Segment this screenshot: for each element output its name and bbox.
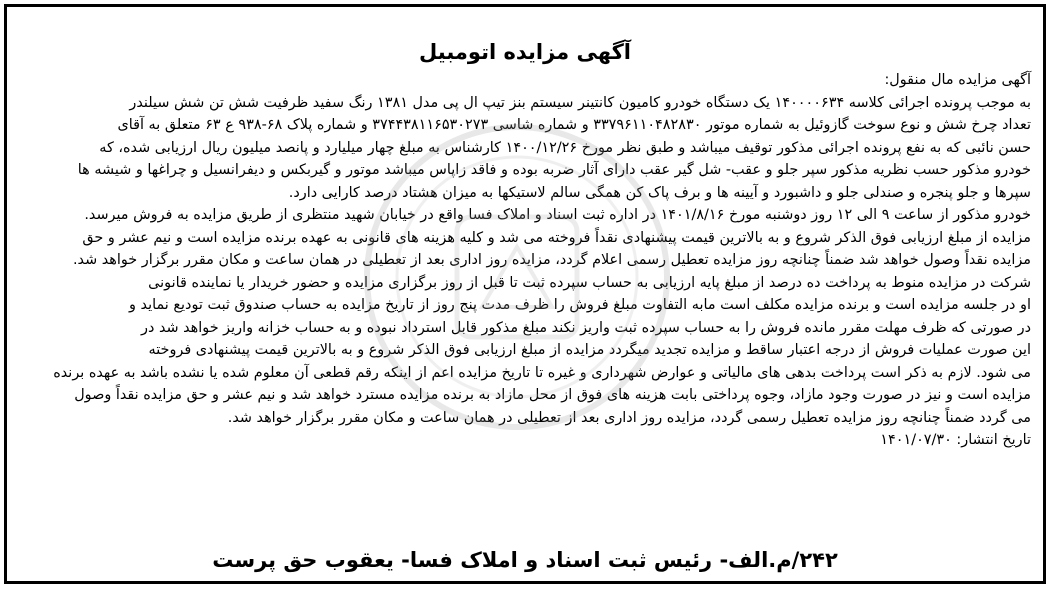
body-line: به موجب پرونده اجرائی کلاسه ۱۴۰۰۰۰۶۳۴ یک دستگاه خودرو کامیون کانتینر سیستم بنز تیپ ال پی مدل ۱۳۸۱ رنگ سفید ظرفیت شش تن شش سیلندر xyxy=(129,94,1031,111)
body-line: می گردد ضمناً چنانچه روز مزایده تعطیل رسمی گردد، مزایده روز اداری بعد از تعطیلی در همان ساعت و مکان مقرر برگزار خواهد شد. xyxy=(227,409,1031,426)
body-line: این صورت عملیات فروش از درجه اعتبار ساقط و مزایده تجدید میگردد مزایده از مبلغ ارزیابی فوق الذکر شروع و به بالاترین قیمت پیشنهادی فروخته xyxy=(148,342,1031,358)
body-line: مزایده نقداً وصول خواهد شد ضمناً چنانچه روز مزایده تعطیل رسمی اعلام گردد، مزایده روز اداری بعد از تعطیلی در همان ساعت و مکان مقرر برگزار خواهد شد. xyxy=(72,252,1031,268)
notice-title: آگهی مزایده اتومبیل xyxy=(419,40,631,64)
body-line: تعداد چرخ شش و نوع سوخت گازوئیل به شماره موتور ۳۳۷۹۶۱۱۰۴۸۲۸۳۰ و شماره شاسی ۳۷۴۴۳۸۱۱۶۵۳۰۲۷۳ و شماره پلاک ۶۸-۹۳۸ ع ۶۳ متعلق به آقای xyxy=(117,117,1031,133)
body-line: مزایده است و نیز در صورت وجود مازاد، وجوه پرداختی بابت هزینه های فوق از محل مازاد به برنده مزایده مسترد خواهد شد و نیم عشر و حق مزایده نقداً وصول xyxy=(74,387,1031,403)
body-line: خودرو مذکور از ساعت ۹ الی ۱۲ روز دوشنبه مورخ ۱۴۰۱/۸/۱۶ در اداره ثبت اسناد و املاک فسا واقع در خیابان شهید منتظری از طریق مزایده به فروش میرسد. xyxy=(84,207,1031,223)
body-line: شرکت در مزایده منوط به پرداخت ده درصد از مبلغ پایه ارزیابی به حساب سپرده ثبت تا قبل از روز برگزاری مزایده و حضور خریدار یا نماینده قانونی xyxy=(148,274,1031,291)
body-line: می شود. لازم به ذکر است پرداخت بدهی های مالیاتی و عوارض شهرداری و غیره تا تاریخ مزایده اعم از اینکه رقم قطعی آن معلوم شده یا نشده باشد به عهده برنده xyxy=(53,364,1031,381)
body-line: حسن نائبی که به نفع پرونده اجرائی مذکور توقیف میباشد و طبق نظر مورخ ۱۴۰۰/۱۲/۲۶ کارشناس به مبلغ چهار میلیارد و پانصد میلیون ریال ارزیابی شده، که xyxy=(99,139,1031,156)
notice-body xyxy=(19,92,1031,430)
body-line: او در جلسه مزایده است و برنده مزایده مکلف است مابه التفاوت مبلغ فروش را ظرف مدت پنج روز از تاریخ مزایده به حساب صندوق ثبت تودیع نماید و xyxy=(129,297,1031,313)
body-line: خودرو مذکور حسب نظریه مذکور سپر جلو و عقب- شل گیر عقب دارای آثار ضربه بوده و فاقد زاپاس میباشد موتور و گیربکس و دیفرانسیل و چراغها و شیشه ها xyxy=(77,162,1031,178)
body-line: مزایده از مبلغ ارزیابی فوق الذکر شروع و به بالاترین قیمت پیشنهادی نقداً فروخته می شد و کلیه هزینه های قانونی به عهده برنده مزایده است و نیم عشر و حق xyxy=(82,229,1031,246)
notice-frame xyxy=(4,4,1046,584)
publication-date: تاریخ انتشار: ۱۴۰۱/۰۷/۳۰ xyxy=(880,432,1031,448)
notice-intro: آگهی مزایده مال منقول: xyxy=(884,72,1031,88)
notice-signature: ۲۴۲/م.الف- رئیس ثبت اسناد و املاک فسا- یعقوب حق پرست xyxy=(212,548,838,572)
body-line: در صورتی که ظرف مهلت مقرر مانده فروش را به حساب سپرده ثبت واریز نکند مبلغ مذکور قابل استرداد نبوده و به حساب خزانه واریز خواهد شد در xyxy=(141,319,1031,336)
body-line: سپرها و جلو پنجره و صندلی جلو و داشبورد و آیینه ها و برف پاک کن همگی سالم لاستیکها به میزان هشتاد درصد کارایی دارد. xyxy=(288,184,1031,201)
